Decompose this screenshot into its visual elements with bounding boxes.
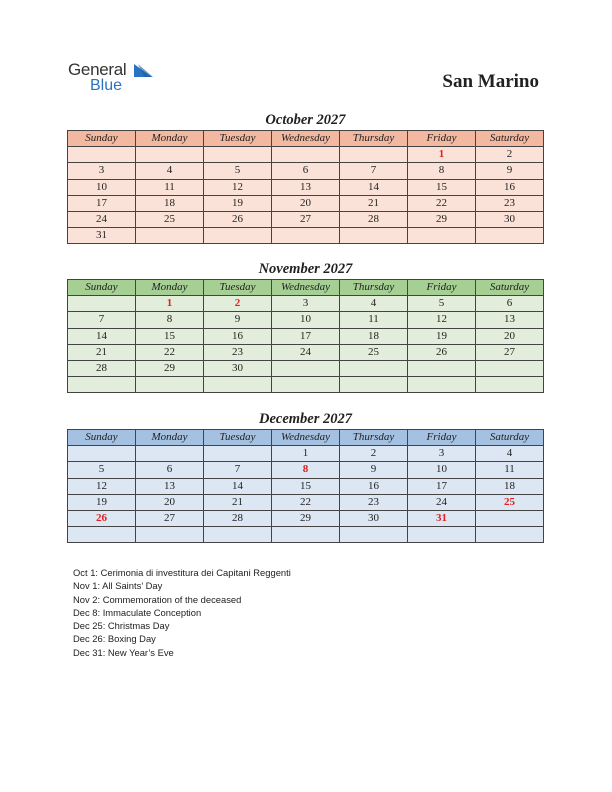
holiday-notes [73,566,291,659]
week-row [68,296,544,312]
month-november [67,260,544,393]
holiday-note: Oct 1: Cerimonia di investitura dei Capitani Reggenti [73,567,291,578]
day-cell: 20 [272,195,340,211]
day-cell: 30 [340,510,408,526]
holiday-note: Nov 1: All Saints’ Day [73,580,163,592]
logo-flag-icon [134,64,154,78]
empty-day-cell [272,527,340,543]
empty-day-cell [204,228,272,244]
day-cell: 14 [340,179,408,195]
week-row [68,195,544,211]
empty-day-cell [68,527,136,543]
day-cell: 3 [272,296,340,312]
holiday-note: Dec 26: Boxing Day [73,633,156,645]
day-cell: 2 [476,147,544,163]
day-cell: 10 [408,462,476,478]
day-cell: 30 [476,211,544,227]
day-cell: 25 [136,211,204,227]
day-cell: 14 [204,478,272,494]
logo-blue-text: Blue [90,77,123,94]
day-cell: 11 [136,179,204,195]
day-cell: 19 [204,195,272,211]
day-cell: 17 [68,195,136,211]
day-cell: 23 [340,494,408,510]
day-cell: 17 [272,328,340,344]
empty-day-cell [136,446,204,462]
day-cell: 29 [408,211,476,227]
day-cell: 10 [68,179,136,195]
empty-day-cell [476,228,544,244]
holiday-note: Nov 2: Commemoration of the deceased [73,593,242,605]
day-cell: 25 [476,494,544,510]
empty-day-cell [272,228,340,244]
empty-day-cell [68,296,136,312]
empty-day-cell [136,527,204,543]
day-cell: 27 [272,211,340,227]
day-cell: 29 [272,510,340,526]
day-cell: 18 [136,195,204,211]
day-cell: 29 [136,360,204,376]
holiday-note: Dec 8: Immaculate Conception [73,606,202,618]
weekday-header: Tuesday [204,430,272,446]
week-row [68,147,544,163]
weekday-header: Sunday [68,280,136,296]
day-cell: 19 [408,328,476,344]
day-cell: 28 [68,360,136,376]
day-cell: 8 [408,163,476,179]
day-cell: 15 [272,478,340,494]
day-cell: 15 [408,179,476,195]
day-cell: 31 [408,510,476,526]
empty-day-cell [408,228,476,244]
weekday-header: Saturday [476,280,544,296]
day-cell: 1 [408,147,476,163]
empty-day-cell [136,377,204,393]
day-cell: 23 [204,344,272,360]
weekday-header: Saturday [476,131,544,147]
empty-day-cell [340,527,408,543]
day-cell: 18 [476,478,544,494]
day-cell: 9 [476,163,544,179]
day-cell: 12 [408,312,476,328]
weekday-header: Saturday [476,430,544,446]
week-row [68,228,544,244]
weekday-header: Thursday [340,280,408,296]
day-cell: 24 [408,494,476,510]
day-cell: 10 [272,312,340,328]
empty-day-cell [340,147,408,163]
day-cell: 1 [272,446,340,462]
day-cell: 24 [272,344,340,360]
weekday-header: Thursday [340,131,408,147]
day-cell: 21 [68,344,136,360]
month-title: December 2027 [258,411,352,427]
empty-day-cell [408,360,476,376]
day-cell: 2 [340,446,408,462]
day-cell: 6 [272,163,340,179]
week-row [68,478,544,494]
day-cell: 13 [136,478,204,494]
day-cell: 6 [476,296,544,312]
weekday-header: Monday [136,430,204,446]
week-row [68,527,544,543]
country-title: San Marino [442,71,539,92]
weekday-header: Friday [408,131,476,147]
empty-day-cell [204,527,272,543]
empty-day-cell [68,446,136,462]
empty-day-cell [68,147,136,163]
holiday-note: Dec 25: Christmas Day [73,620,170,632]
empty-day-cell [272,360,340,376]
month-december [67,410,544,543]
day-cell: 12 [204,179,272,195]
logo-general-text: General [68,60,127,79]
weekday-header: Tuesday [204,131,272,147]
month-october [67,111,544,244]
day-cell: 3 [68,163,136,179]
day-cell: 18 [340,328,408,344]
day-cell: 28 [204,510,272,526]
weekday-header: Sunday [68,430,136,446]
empty-day-cell [204,377,272,393]
weekday-header: Wednesday [272,430,340,446]
empty-day-cell [204,147,272,163]
empty-day-cell [340,377,408,393]
day-cell: 30 [204,360,272,376]
empty-day-cell [340,360,408,376]
day-cell: 13 [272,179,340,195]
day-cell: 7 [204,462,272,478]
calendar-table [67,279,544,393]
empty-day-cell [272,147,340,163]
day-cell: 21 [204,494,272,510]
generalblue-logo [68,60,168,98]
day-cell: 16 [476,179,544,195]
day-cell: 16 [340,478,408,494]
day-cell: 17 [408,478,476,494]
month-title: November 2027 [258,261,353,277]
day-cell: 5 [68,462,136,478]
day-cell: 11 [340,312,408,328]
day-cell: 4 [476,446,544,462]
week-row [68,510,544,526]
weekday-header: Wednesday [272,131,340,147]
week-row [68,446,544,462]
week-row [68,462,544,478]
day-cell: 9 [204,312,272,328]
day-cell: 8 [272,462,340,478]
day-cell: 4 [340,296,408,312]
day-cell: 8 [136,312,204,328]
empty-day-cell [408,527,476,543]
day-cell: 26 [204,211,272,227]
day-cell: 7 [340,163,408,179]
day-cell: 4 [136,163,204,179]
empty-day-cell [340,228,408,244]
day-cell: 28 [340,211,408,227]
day-cell: 20 [476,328,544,344]
day-cell: 27 [136,510,204,526]
day-cell: 20 [136,494,204,510]
empty-day-cell [68,377,136,393]
day-cell: 27 [476,344,544,360]
calendar-table [67,130,544,244]
day-cell: 16 [204,328,272,344]
weekday-header: Monday [136,280,204,296]
day-cell: 21 [340,195,408,211]
day-cell: 23 [476,195,544,211]
week-row [68,328,544,344]
day-cell: 2 [204,296,272,312]
weekday-header: Tuesday [204,280,272,296]
day-cell: 14 [68,328,136,344]
day-cell: 25 [340,344,408,360]
empty-day-cell [476,377,544,393]
empty-day-cell [476,360,544,376]
week-row [68,179,544,195]
day-cell: 11 [476,462,544,478]
day-cell: 6 [136,462,204,478]
day-cell: 22 [272,494,340,510]
day-cell: 26 [408,344,476,360]
week-row [68,360,544,376]
empty-day-cell [476,510,544,526]
day-cell: 19 [68,494,136,510]
day-cell: 22 [136,344,204,360]
month-title: October 2027 [265,112,346,128]
weekday-header: Friday [408,430,476,446]
day-cell: 26 [68,510,136,526]
day-cell: 12 [68,478,136,494]
week-row [68,377,544,393]
day-cell: 5 [408,296,476,312]
day-cell: 31 [68,228,136,244]
weekday-header: Wednesday [272,280,340,296]
day-cell: 3 [408,446,476,462]
weekday-header: Monday [136,131,204,147]
empty-day-cell [476,527,544,543]
day-cell: 15 [136,328,204,344]
day-cell: 9 [340,462,408,478]
day-cell: 22 [408,195,476,211]
day-cell: 5 [204,163,272,179]
day-cell: 7 [68,312,136,328]
weekday-header: Thursday [340,430,408,446]
day-cell: 24 [68,211,136,227]
empty-day-cell [272,377,340,393]
weekday-header: Sunday [68,131,136,147]
empty-day-cell [408,377,476,393]
week-row [68,312,544,328]
empty-day-cell [136,147,204,163]
calendar-table [67,429,544,543]
holiday-note: Dec 31: New Year’s Eve [73,646,174,658]
empty-day-cell [204,446,272,462]
weekday-header: Friday [408,280,476,296]
week-row [68,163,544,179]
week-row [68,211,544,227]
empty-day-cell [136,228,204,244]
day-cell: 13 [476,312,544,328]
day-cell: 1 [136,296,204,312]
week-row [68,494,544,510]
week-row [68,344,544,360]
